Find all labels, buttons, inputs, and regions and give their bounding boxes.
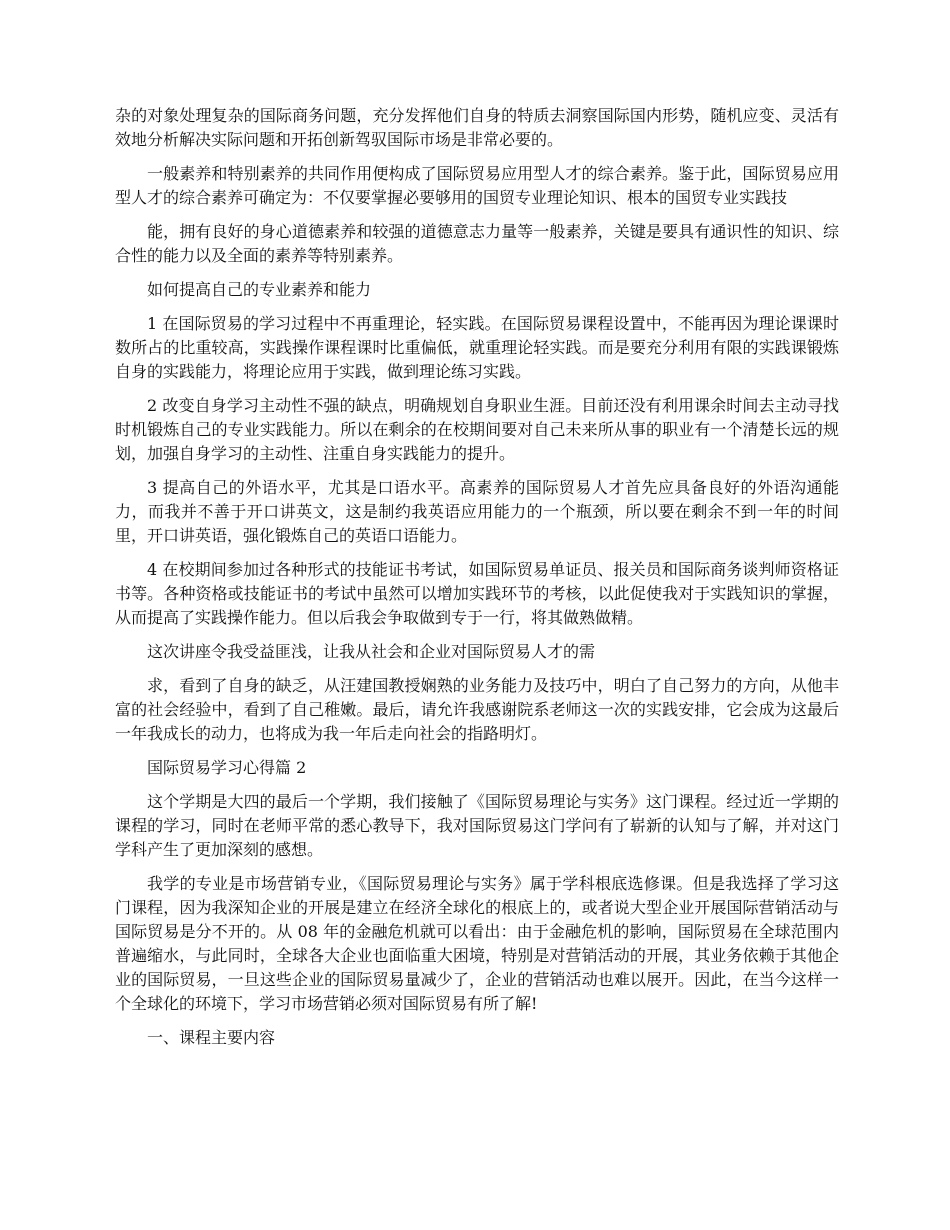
list-paragraph-2: 2 改变自身学习主动性不强的缺点，明确规划自身职业生涯。目前还没有利用课余时间去主动寻找时机锻炼自己的专业实践能力。所以在剩余的在校期间要对自己未来所从事的职业有一个清楚长远的规划，加强自身学习的主动性、注重自身实践能力的提升。 xyxy=(115,396,839,463)
article-title: 国际贸易学习心得篇 2 xyxy=(147,758,307,777)
paragraph: 这个学期是大四的最后一个学期，我们接触了《国际贸易理论与实务》这门课程。经过近一学期的课程的学习，同时在老师平常的悉心教导下，我对国际贸易这门学问有了崭新的认知与了解，并对这门学科产生了更加深刻的感想。 xyxy=(115,792,839,859)
section-heading: 一、课程主要内容 xyxy=(147,1028,276,1047)
paragraph: 这次讲座令我受益匪浅，让我从社会和企业对国际贸易人才的需 xyxy=(147,642,596,661)
list-paragraph-3: 3 提高自己的外语水平，尤其是口语水平。高素养的国际贸易人才首先应具备良好的外语沟通能力，而我并不善于开口讲英文，这是制约我英语应用能力的一个瓶颈，所以要在剩余不到一年的时间里，开口讲英语，强化锻炼自己的英语口语能力。 xyxy=(115,478,839,545)
paragraph: 一般素养和特别素养的共同作用便构成了国际贸易应用型人才的综合素养。鉴于此，国际贸易应用型人才的综合素养可确定为：不仅要掌握必要够用的国贸专业理论知识、根本的国贸专业实践技 xyxy=(115,164,839,207)
paragraph: 求，看到了自身的缺乏，从汪建国教授娴熟的业务能力及技巧中，明白了自己努力的方向，从他丰富的社会经验中，看到了自己稚嫩。最后，请允许我感谢院系老师这一次的实践安排，它会成为这最后一年我成长的动力，也将成为我一年后走向社会的指路明灯。 xyxy=(115,676,839,743)
paragraph-continuation: 杂的对象处理复杂的国际商务问题，充分发挥他们自身的特质去洞察国际国内形势，随机应变、灵活有效地分析解决实际问题和开拓创新驾驭国际市场是非常必要的。 xyxy=(115,106,839,149)
paragraph: 能，拥有良好的身心道德素养和较强的道德意志力量等一般素养，关键是要具有通识性的知识、综合性的能力以及全面的素养等特别素养。 xyxy=(115,222,839,265)
list-paragraph-4: 4 在校期间参加过各种形式的技能证书考试，如国际贸易单证员、报关员和国际商务谈判师资格证书等。各种资格或技能证书的考试中虽然可以增加实践环节的考核，以此促使我对于实践知识的掌握，从而提高了实践操作能力。但以后我会争取做到专于一行，将其做熟做精。 xyxy=(115,560,839,627)
section-heading: 如何提高自己的专业素养和能力 xyxy=(147,280,372,299)
paragraph: 我学的专业是市场营销专业，《国际贸易理论与实务》属于学科根底选修课。但是我选择了学习这门课程，因为我深知企业的开展是建立在经济全球化的根底上的，或者说大型企业开展国际营销活动与国际贸易是分不开的。从 08 年的金融危机就可以看出：由于金融危机的影响，国际贸易在全球范围内普遍缩水，与此同时，全球各大企业也面临重大困境，特别是对营销活动的开展，其业务依赖于其他企业的国际贸易，一旦这些企业的国际贸易量减少了，企业的营销活动也难以展开。因此，在当今这样一个全球化的环境下，学习市场营销必须对国际贸易有所了解! xyxy=(115,874,839,1013)
document-body xyxy=(115,104,839,1060)
list-paragraph-1: 1 在国际贸易的学习过程中不再重理论，轻实践。在国际贸易课程设置中，不能再因为理论课课时数所占的比重较高，实践操作课程课时比重偏低，就重理论轻实践。而是要充分利用有限的实践课锻炼自身的实践能力，将理论应用于实践，做到理论练习实践。 xyxy=(115,314,839,381)
